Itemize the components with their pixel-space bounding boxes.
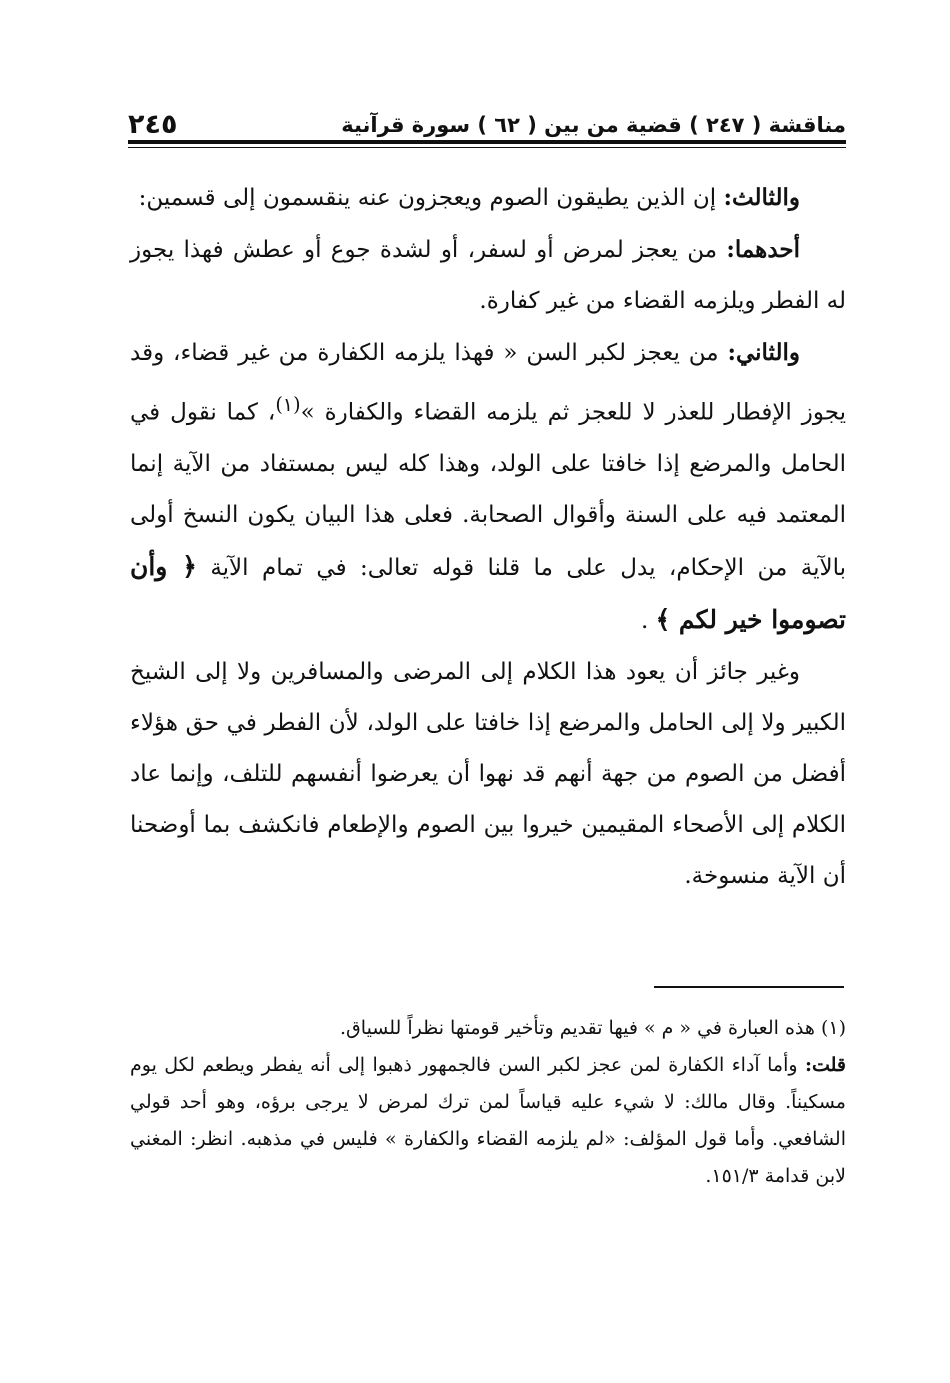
footnote-comment-lead: قلت: bbox=[804, 1054, 846, 1076]
footnotes bbox=[130, 1010, 846, 1195]
footnote-comment bbox=[130, 1047, 846, 1195]
page-number: ٢٤٥ bbox=[128, 109, 178, 140]
lead-first-kind: أحدهما: bbox=[726, 236, 800, 263]
paragraph-first-kind bbox=[130, 224, 846, 327]
paragraph-second-kind bbox=[130, 327, 846, 647]
paragraph-second-kind-text: من يعجز لكبر السن « فهذا يلزمه الكفارة من غير قضاء، وقد يجوز الإفطار للعذر لا للعجز ثم يلزمه القضاء والكفارة » bbox=[130, 340, 847, 426]
lead-third: والثالث: bbox=[723, 184, 800, 211]
footnote-separator bbox=[654, 986, 844, 988]
paragraph-first-kind-text: من يعجز لمرض أو لسفر، أو لشدة جوع أو عطش فهذا يجوز له الفطر ويلزمه القضاء من غير كفارة. bbox=[130, 237, 846, 314]
paragraph-conclusion: وغير جائز أن يعود هذا الكلام إلى المرضى والمسافرين ولا إلى الشيخ الكبير ولا إلى الحامل والمرضع إذا خافتا على الولد، لأن الفطر في حق هؤلاء أفضل من الصوم من جهة أنهم قد نهوا أن يعرضوا أنفسهم للتلف، وإنما عاد الكلام إلى الأصحاء المقيمين خيروا بين الصوم والإطعام فانكشف بما أوضحنا أن الآية منسوخة. bbox=[130, 658, 846, 889]
footnote-reference: (١) bbox=[275, 393, 301, 416]
quran-verse: ﴿ وأن تصوموا خير لكم ﴾ bbox=[130, 551, 846, 634]
paragraph-second-kind-end: . bbox=[640, 607, 656, 634]
paragraph-second-kind-continuation: ، كما نقول في الحامل والمرضع إذا خافتا على الولد، وهذا كله ليس بمستفاد من الآية إنما المعتمد فيه على السنة وأقوال الصحابة. فعلى هذا البيان يكون النسخ أولى بالآية من الإحكام، يدل على ما قلنا قوله تعالى: في تمام الآية bbox=[130, 399, 846, 581]
lead-second-kind: والثاني: bbox=[727, 339, 800, 366]
page-header bbox=[128, 98, 846, 140]
main-text bbox=[130, 172, 846, 902]
running-title: مناقشة ( ٢٤٧ ) قضية من بين ( ٦٢ ) سورة قرآنية bbox=[341, 113, 846, 137]
paragraph-third bbox=[130, 172, 846, 224]
header-rule-thin bbox=[128, 147, 846, 148]
footnote-comment-text: وأما آداء الكفارة لمن عجز لكبر السن فالجمهور ذهبوا إلى أنه يفطر ويطعم لكل يوم مسكيناً. وقال مالك: لا شيء عليه قياساً لمن ترك لمرض لا يرجى برؤه، وهو أحد قولي الشافعي. وأما قول المؤلف: «لم يلزمه القضاء والكفارة » فليس في مذهبه. انظر: المغني لابن قدامة ١٥١/٣. bbox=[130, 1054, 846, 1187]
paragraph-third-text: إن الذين يطيقون الصوم ويعجزون عنه ينقسمون إلى قسمين: bbox=[138, 185, 724, 211]
header-rule-thick bbox=[128, 140, 846, 144]
footnote-1: (١) هذه العبارة في « م » فيها تقديم وتأخير قومتها نظراً للسياق. bbox=[340, 1017, 846, 1039]
